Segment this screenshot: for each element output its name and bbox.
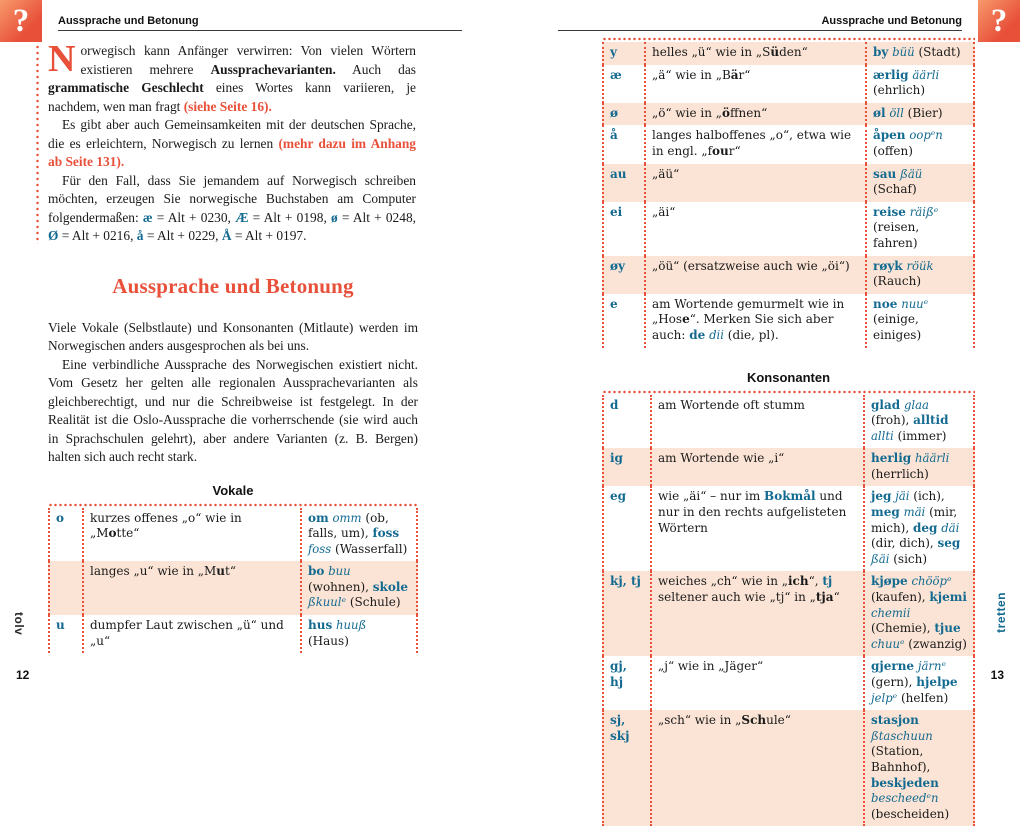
example-cell: om omm (ob, falls, um), foss foss (Wasserfall) <box>300 508 418 562</box>
description-cell: „j“ wie in „Jäger“ <box>650 656 863 710</box>
table-row <box>602 42 975 65</box>
table-row <box>48 561 418 615</box>
running-head: Aussprache und Betonung <box>58 15 199 27</box>
vokale-heading: Vokale <box>48 483 418 498</box>
letter-cell: å <box>602 125 644 163</box>
table-row <box>602 656 975 710</box>
chapter-tab <box>0 0 42 42</box>
vokale-table <box>48 508 418 654</box>
description-cell: am Wortende gemurmelt wie in „Hose“. Merken Sie sich aber auch: de dii (die, pl). <box>644 294 865 348</box>
example-cell: åpen oopᵉn (offen) <box>865 125 975 163</box>
letter-cell: d <box>602 395 650 449</box>
table-row <box>602 256 975 294</box>
table-row <box>602 125 975 163</box>
letter-cell: æ <box>602 65 644 103</box>
table-row <box>602 65 975 103</box>
table-row <box>602 395 975 449</box>
page-number-right: 13 <box>991 668 1004 682</box>
example-cell: ærlig äärli (ehrlich) <box>865 65 975 103</box>
page-number-left: 12 <box>16 668 29 682</box>
example-cell: hus huuß (Haus) <box>300 615 418 653</box>
letter-cell: eg <box>602 486 650 571</box>
description-cell: „sch“ wie in „Schule“ <box>650 710 863 826</box>
description-cell: „äi“ <box>644 202 865 256</box>
intro-block <box>48 42 418 246</box>
margin-label-tretten: tretten <box>994 592 1008 633</box>
konsonanten-table <box>602 395 975 826</box>
letter-cell: au <box>602 164 644 202</box>
intro-paragraph-3: Für den Fall, dass Sie jemandem auf Norwegisch schreiben möchten, erzeugen Sie norwegische Buchstaben am Computer folgendermaßen: æ = Alt + 0230, Æ = Alt + 0198, ø = Alt + 0248, Ø = Alt + 0216, å = Alt + 0229, Å = Alt + 0197. <box>48 172 416 246</box>
example-cell: sau ßäü (Schaf) <box>865 164 975 202</box>
example-cell: by büü (Stadt) <box>865 42 975 65</box>
example-cell: øl öll (Bier) <box>865 103 975 126</box>
intro-paragraph-1-text: orwegisch kann Anfänger verwirren: Von vielen Wörtern existieren mehrere Aussprachevarianten. Auch das grammatische Geschlecht eines Wortes kann variieren, je nachdem, wen man fragt (siehe Seite 16). <box>48 43 416 114</box>
body-paragraph-1: Viele Vokale (Selbstlaute) und Konsonanten (Mitlaute) werden im Norwegischen anders ausgesprochen als bei uns. <box>48 319 418 356</box>
dotted-margin-rule <box>36 44 39 244</box>
description-cell: weiches „ch“ wie in „ich“, tj seltener auch wie „tj“ in „tja“ <box>650 571 863 656</box>
example-cell: gjerne järnᵉ (gern), hjelpe jelpᵉ (helfen) <box>863 656 975 710</box>
letter-cell: e <box>602 294 644 348</box>
letter-cell: y <box>602 42 644 65</box>
description-cell: wie „äi“ – nur im Bokmål und nur in den rechts aufgelisteten Wörtern <box>650 486 863 571</box>
description-cell: helles „ü“ wie in „Süden“ <box>644 42 865 65</box>
description-cell: „ö“ wie in „öffnen“ <box>644 103 865 126</box>
intro-paragraph-1 <box>48 42 416 116</box>
example-cell: herlig häärli (herrlich) <box>863 448 975 486</box>
description-cell: „ä“ wie in „Bär“ <box>644 65 865 103</box>
description-cell: dumpfer Laut zwischen „ü“ und „u“ <box>82 615 300 653</box>
example-cell: reise räißᵉ (reisen, fahren) <box>865 202 975 256</box>
dotted-rule <box>48 503 418 507</box>
example-cell: røyk röük (Rauch) <box>865 256 975 294</box>
table-row <box>602 710 975 826</box>
example-cell: jeg jäi (ich), meg mäi (mir, mich), deg däi (dir, dich), seg ßäi (sich) <box>863 486 975 571</box>
letter-cell: ig <box>602 448 650 486</box>
description-cell: am Wortende oft stumm <box>650 395 863 449</box>
header-rule <box>58 30 462 31</box>
left-page-content <box>48 42 418 653</box>
example-cell: glad glaa (froh), alltid allti (immer) <box>863 395 975 449</box>
margin-label-tolv: tolv <box>12 612 26 635</box>
letter-cell <box>48 561 82 615</box>
description-cell: „öü“ (ersatzweise auch wie „öi“) <box>644 256 865 294</box>
description-cell: „äü“ <box>644 164 865 202</box>
letter-cell: u <box>48 615 82 653</box>
table-row <box>602 294 975 348</box>
intro-paragraph-2: Es gibt aber auch Gemeinsamkeiten mit der deutschen Sprache, die es erleichtern, Norwegisch zu lernen (mehr dazu im Anhang ab Seite 131). <box>48 116 416 172</box>
example-cell: stasjon ßtaschuun (Station, Bahnhof), beskjeden bescheedᵉn (bescheiden) <box>863 710 975 826</box>
table-row <box>48 615 418 653</box>
table-row <box>602 448 975 486</box>
body-paragraph-2: Eine verbindliche Aussprache des Norwegischen existiert nicht. Vom Gesetz her gelten alle regionalen Aussprachevarianten als gleichberechtigt, und nur die Schreibweise ist festgelegt. In der Realität ist die Oslo-Aussprache die vorherrschende (sie wird auch in Sprachschulen gelehrt), aber andere Varianten (z. B. Bergen) halten sich auch recht stark. <box>48 356 418 467</box>
letter-cell: ei <box>602 202 644 256</box>
running-head: Aussprache und Betonung <box>821 15 962 27</box>
vokale-table-continued <box>602 42 975 348</box>
question-mark-icon: ? <box>13 3 30 40</box>
section-title: Aussprache und Betonung <box>48 274 418 299</box>
dotted-rule <box>602 37 975 41</box>
letter-cell: øy <box>602 256 644 294</box>
page-left <box>0 0 510 696</box>
dotted-rule <box>602 390 975 394</box>
right-page-content <box>602 37 975 826</box>
table-row <box>48 508 418 562</box>
letter-cell: sj, skj <box>602 710 650 826</box>
letter-cell: ø <box>602 103 644 126</box>
description-cell: am Wortende wie „i“ <box>650 448 863 486</box>
letter-cell: kj, tj <box>602 571 650 656</box>
konsonanten-heading: Konsonanten <box>602 370 975 385</box>
table-row <box>602 164 975 202</box>
description-cell: langes halboffenes „o“, etwa wie in engl. „four“ <box>644 125 865 163</box>
description-cell: langes „u“ wie in „Mut“ <box>82 561 300 615</box>
table-row <box>602 103 975 126</box>
table-row <box>602 571 975 656</box>
letter-cell: gj, hj <box>602 656 650 710</box>
header-rule <box>558 30 962 31</box>
chapter-tab <box>978 0 1020 42</box>
page-right <box>510 0 1020 696</box>
table-row <box>602 202 975 256</box>
example-cell: bo buu (wohnen), skole ßkuulᵉ (Schule) <box>300 561 418 615</box>
question-mark-icon: ? <box>991 3 1008 40</box>
table-row <box>602 486 975 571</box>
example-cell: kjøpe chööpᵉ (kaufen), kjemi chemii (Chemie), tjue chuuᵉ (zwanzig) <box>863 571 975 656</box>
description-cell: kurzes offenes „o“ wie in „Motte“ <box>82 508 300 562</box>
letter-cell: o <box>48 508 82 562</box>
dropcap: N <box>48 42 80 74</box>
example-cell: noe nuuᵉ (einige, einiges) <box>865 294 975 348</box>
